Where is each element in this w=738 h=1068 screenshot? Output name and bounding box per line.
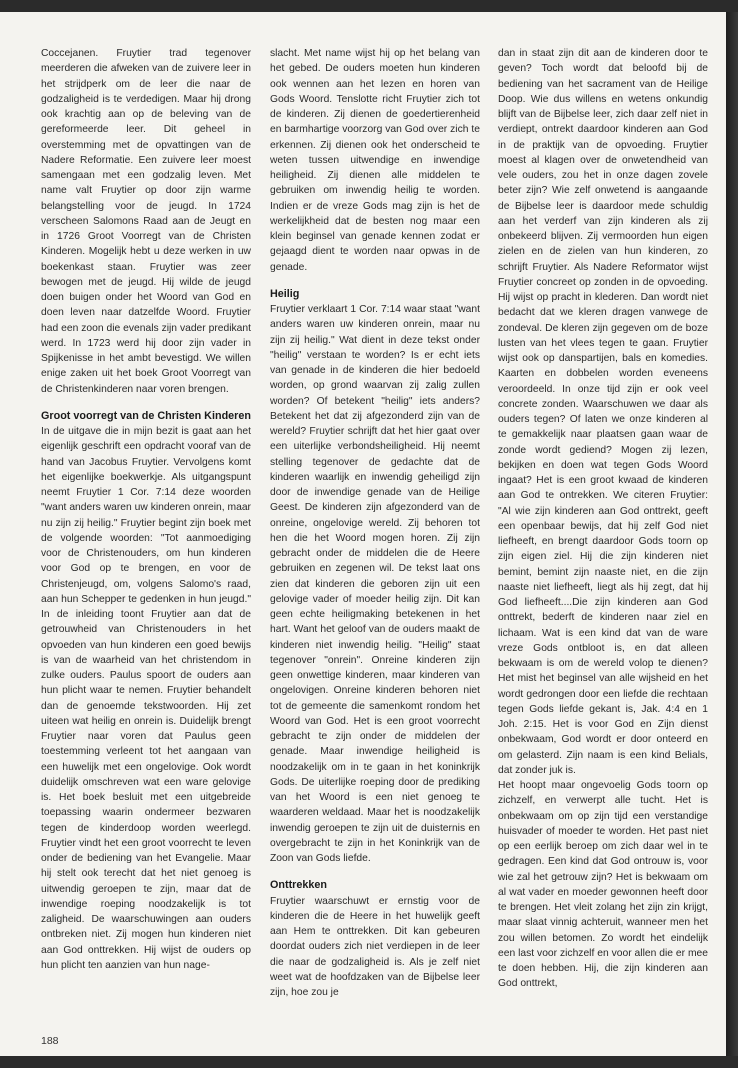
paragraph: Fruytier waarschuwt er ernstig voor de kinderen die de Heere in het huwelijk geeft aan Hem te onttrekken. Dit kan gebeuren doordat ouders zich niet verdiepen in de leer die naar de godzaligheid is. Als je zelf niet weet wat de hoofdzaken van de Bijbelse leer zijn, hoe zou je — [270, 895, 480, 998]
text-column-2 — [270, 46, 480, 1000]
paragraph: Het hoopt maar ongevoelig Gods toorn op zichzelf, en verwerpt alle tucht. Het is onbekwaam om op zijn tijd een verstandige huisvader of moeder te worden. Het past niet op een eerlijk beroep om zich daar wel in te gedragen. Een kind dat God ontrouw is, voor wie zal het getrouw zijn? Het is bekwaam om al wat vader en moeder gewonnen heeft door te brengen. Het vleit zolang het zijn zin krijgt, maar slaat vinnig achteruit, wanneer men het zou willen betomen. Zo wordt het eindelijk een last voor zichzelf en voor allen die er mee te doen hebben. Hij, die zijn kinderen aan God onttrekt, — [498, 780, 708, 990]
paragraph: dan in staat zijn dit aan de kinderen door te geven? Toch wordt dat beloofd bij de bediening van het sacrament van de Heilige Doop. Wie dus willens en wetens onkundig blijft van de Bijbelse leer, zich daar zelf niet in verdiept, ontrekt daardoor kinderen aan God in de praktijk van de opvoeding. Fruytier moest al klagen over de onwetendheid van vele ouders, zou het in onze dagen zovele beter zijn? Wie zelf onwetend is aangaande de Bijbelse leer is daardoor mede schuldig aan het verderf van zijn kinderen als zij onbekeerd blijven. Zij vermoorden hun eigen zielen en de zielen van hun kinderen, zo schrijft Fruytier. Als Nadere Reformator wijst Fruytier concreet op zonden in de opvoeding. Hij wijst op pracht in klederen. Dan wordt niet bedacht dat we kleren dragen vanwege de zondeval. De kleren zijn gegeven om de boze lusten van het vlees tegen te gaan. Fruytier wijst ook op danspartijen, bals en komedies. Kaarten en dobbelen worden eveneens veroordeeld. In onze tijd zijn er ook veel concrete zonden. Waarschuwen we daar als ouders tegen? Of laten we onze kinderen al te gemakkelijk naar plaatsen gaan waar de zonde wordt gediend? Mogen zij lezen, bekijken en doen wat tegen Gods Woord ingaat? Het is een groot kwaad de kinderen aan God te ontrekken. We citeren Fruytier: "Al wie zijn kinderen aan God onttrekt, geeft een openbaar bewijs, dat hij zelf God niet liefheeft, en brengt daardoor Gods toorn op zijn eigen ziel. Hij die zijn kinderen niet bemint, bemint zijn naaste niet, en die zijn naaste niet liefheeft, liegt als hij zegt, dat hij God liefheeft....Die zijn kinderen aan God onttrekt, bederft de kinderen naar ziel en lichaam. Wat is een kind dat van de ware vreze Gods ontbloot is, en dat alleen bekwaam is om de wereld volop te dienen? Het mist het beginsel van alle wijsheid en het wordt gedrongen door een liefde die rechtaan tegen Gods liefde gekant is, Jak. 4:4 en 1 Joh. 2:15. Het is voor God en Zijn dienst onbekwaam, God wordt er door onteerd en om gelasterd. Zijn naam is een kind Belials, dat zonder juk is. — [498, 48, 708, 776]
page-number: 188 — [41, 1035, 59, 1047]
paragraph: In de uitgave die in mijn bezit is gaat aan het eigenlijk geschrift een opdracht vooraf van de hand van Jacobus Fruytier. Vervolgens komt het eigenlijke boekwerkje. Als uitgangspunt neemt Fruytier 1 Cor. 7:14 deze woorden "want anders waren uw kinderen onrein, maar nu zijn zij heilig." Fruytier begint zijn boek met de volgende woorden: "Tot aanmoediging voor de Christenouders, om hun kinderen voor God op te brengen, en voor de Christenjeugd, om, volgens Salomo's raad, aan hun Schepper te gedenken in hun jeugd." In de inleiding toont Fruytier aan dat de getrouwheid van Christenouders in het opvoeden van hun kinderen een goed bewijs is van de waarheid van het christendom in zulke ouders. Paulus spoort de ouders aan hun plicht waar te nemen. Fruytier behandelt dan de genoemde tekstwoorden. Hij zet uiteen wat heilig en onrein is. Duidelijk brengt Fruytier naar voren dat Paulus geen toestemming verleent tot het aangaan van een huwelijk met een ongelovige. Ook wordt duidelijk omschreven wat een ware gelovige is. Het boek besluit met een uitgebreide toepassing waarin ondermeer bezwaren tegen de kinderdoop worden weerlegd. Fruytier vindt het een groot voorrecht te leven onder de bediening van het Evangelie. Maar hij stelt ook terecht dat het niet genoeg is uitwendig geroepen te zijn, maar dat de inwendige roeping noodzakelijk is tot zaligheid. De waarschuwingen aan ouders ontbreken niet. Zij mogen hun kinderen niet aan God onttrekken. Hij wijst de ouders op hun plicht ten aanzien van hun nage- — [41, 426, 251, 971]
paragraph: Coccejanen. Fruytier trad tegenover meerderen die afweken van de zuivere leer in het strijdperk om de leer die naar de godzaligheid is te verdedigen. Maar hij drong ook krachtig aan op de beleving van de gereformeerde leer. Dit geheel in overstemming met de opvattingen van de Nadere Reformatie. Een zuivere leer moest samengaan met een godzalig leven. Met name valt Fruytier op door zijn warme belangstelling voor de jeugd. In 1724 verscheen Salomons Raad aan de Jeugt en in 1726 Groot Voorregt van de Christen Kinderen. Mogelijk hebt u deze werken in uw boekenkast staan. Fruytier was zeer bewogen met de jeugd. Hij wilde de jeugd doen buigen onder het Woord van God en doen leven naar datzelfde Woord. Fruytier had een zoon die evenals zijn vader predikant werd. In 1723 werd hij door zijn vader in Spijkenisse in het ambt bevestigd. We willen enige zaken uit het boek Groot Voorregt van de Christenkinderen naar voren brengen. — [41, 48, 251, 395]
section-heading: Onttrekken — [270, 879, 327, 892]
text-column-3 — [498, 46, 708, 992]
page-spine-edge — [726, 12, 738, 1056]
section-heading: Groot voorregt van de Christen Kinderen — [41, 409, 251, 422]
magazine-page — [0, 12, 726, 1056]
text-column-1 — [41, 46, 251, 973]
paragraph: slacht. Met name wijst hij op het belang van het gebed. De ouders moeten hun kinderen ook wennen aan het lezen en horen van Gods Woord. Tenslotte richt Fruytier zich tot de kinderen. Zij dienen de goedertierenheid en barmhartige voorzorg van God over zich te erkennen. Zij dienen ook het onderscheid te weten tussen uitwendige en inwendige heiligheid. Zij dienen alle middelen te gebruiken om inwendig heilig te worden. Indien er de vreze Gods mag zijn is het de werkelijkheid dat de besten nog maar een klein beginsel van genade kennen zodat er gejaagd dient te worden naar opwas in de genade. — [270, 48, 480, 273]
paragraph: Fruytier verklaart 1 Cor. 7:14 waar staat "want anders waren uw kinderen onrein, maar nu zijn zij heilig." Wat dient in deze tekst onder "heilig" verstaan te worden? Is er echt iets van genade in de kinderen die hier bedoeld worden, op grond waarvan zij zalig zullen worden? Of betekent "heilig" iets anders? Betekent het dat zij afgezonderd zijn van de wereld? Fruytier schrijft dat het hier gaat over een uiterlijke verbondsheiligheid. Hij neemt stelling tegenover de gedachte dat de kinderen waarlijk en inwendig geheiligd zijn door de inwendige genade van de Heilige Geest. De kinderen zijn afgezonderd van de onreine, ongelovige wereld. Zij behoren tot hen die het Woord mogen horen. Zij zijn gebracht onder de middelen die de Heere gebruiken en zegenen wil. De tekst laat ons zien dat kinderen die geboren zijn uit een gelovige vader of moeder heilig zijn. Dit kan geen echte heiligmaking betekenen in het hart. Want het geloof van de ouders maakt de kinderen niet inwendig heilig. "Heilig" staat tegenover "onrein". Onreine kinderen zijn geen onwettige kinderen, maar kinderen van ongelovigen. Onreine kinderen behoren niet tot de gemeente die samenkomt rondom het Woord van God. Het is een groot voorrecht gebracht te zijn onder de middelen der genade. Maar inwendige heiligheid is noodzakelijk om in te gaan in het koninkrijk Gods. De uiterlijke roeping door de prediking van het Woord is een niet genoeg te waarderen weldaad. Maar het is noodzakelijk inwendig geroepen te zijn uit de duisternis en overgebracht te zijn in het Koninkrijk van de Zoon van Gods liefde. — [270, 304, 480, 864]
section-heading: Heilig — [270, 287, 300, 300]
